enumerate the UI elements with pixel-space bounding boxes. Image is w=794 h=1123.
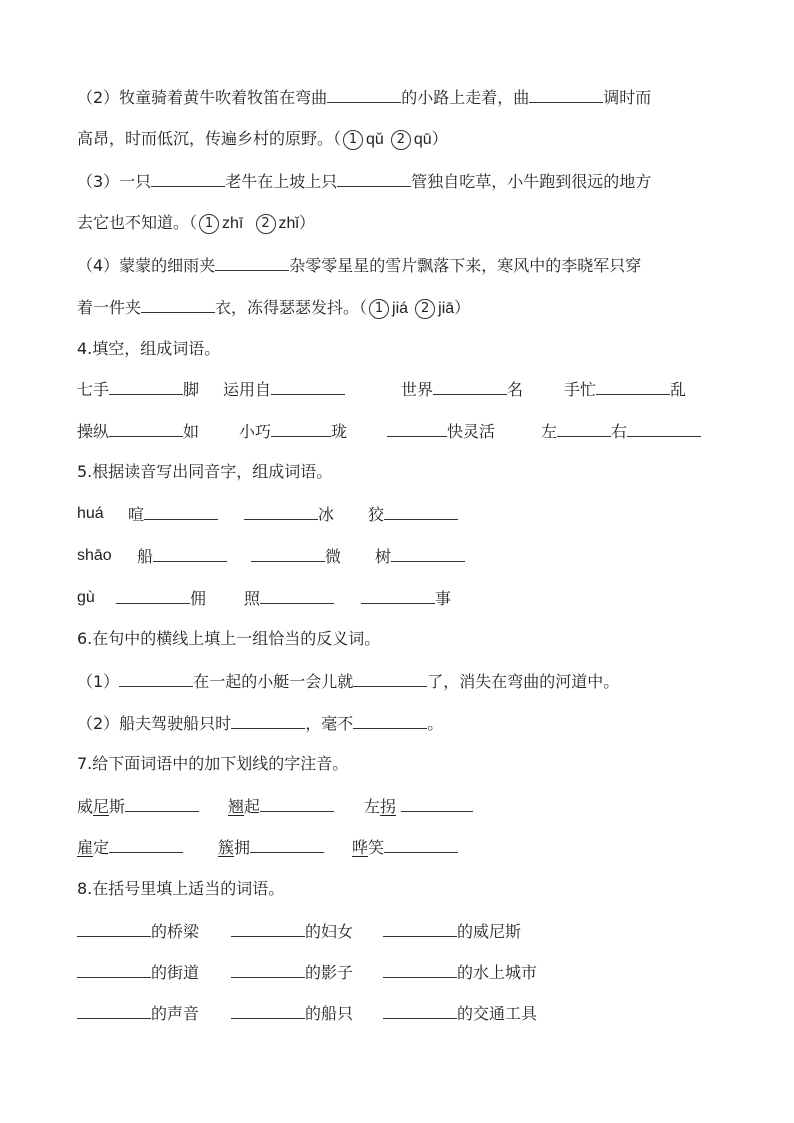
answer-blank[interactable] [250, 836, 324, 853]
answer-blank[interactable] [244, 503, 318, 520]
q3-sentence-3-line-2: 去它也不知道。（ 1 zhī 2 zhǐ） [77, 213, 315, 232]
answer-blank[interactable] [353, 670, 427, 687]
answer-blank[interactable] [251, 545, 325, 562]
answer-blank[interactable] [260, 795, 334, 812]
answer-blank[interactable] [153, 545, 227, 562]
answer-blank[interactable] [144, 503, 218, 520]
underlined-char: 拐 [380, 797, 397, 816]
answer-blank[interactable] [77, 920, 151, 937]
answer-blank[interactable] [231, 961, 305, 978]
q3-sentence-2-line-1: （2）牧童骑着黄牛吹着牧笛在弯曲 的小路上走着，曲 调时而 [77, 88, 652, 107]
q4-row-2: 操纵 如 小巧 珑 快灵活 左 右 [0, 420, 794, 442]
answer-blank[interactable] [384, 836, 458, 853]
answer-blank[interactable] [383, 1002, 457, 1019]
underlined-char: 哗 [352, 838, 369, 857]
q7-row-1: 威尼斯 翘起 左拐 [0, 795, 794, 817]
answer-blank[interactable] [77, 961, 151, 978]
answer-blank[interactable] [109, 420, 183, 437]
answer-blank[interactable] [361, 587, 435, 604]
option-circle-1: 1 [199, 214, 219, 234]
answer-blank[interactable] [327, 86, 401, 103]
q7-title: 7.给下面词语中的加下划线的字注音。 [77, 754, 349, 773]
underlined-char: 簇 [218, 838, 235, 857]
answer-blank[interactable] [271, 420, 331, 437]
q6-sentence-1: （1） 在一起的小艇一会儿就 了，消失在弯曲的河道中。 [77, 672, 620, 691]
q3-sentence-3-line-1: （3）一只 老牛在上坡上只 管独自吃草，小牛跑到很远的地方 [77, 172, 652, 191]
answer-blank[interactable] [433, 378, 507, 395]
answer-blank[interactable] [109, 836, 183, 853]
answer-blank[interactable] [260, 587, 334, 604]
answer-blank[interactable] [116, 587, 190, 604]
underlined-char: 翘 [228, 797, 245, 816]
answer-blank[interactable] [353, 712, 427, 729]
option-circle-2: 2 [256, 214, 276, 234]
answer-blank[interactable] [387, 420, 447, 437]
q4-row-1: 七手 脚 运用自 世界 名 手忙 乱 [77, 380, 687, 399]
underlined-char: 尼 [93, 797, 110, 816]
answer-blank[interactable] [141, 296, 215, 313]
option-circle-1: 1 [369, 299, 389, 319]
answer-blank[interactable] [391, 545, 465, 562]
answer-blank[interactable] [77, 1002, 151, 1019]
option-circle-2: 2 [415, 299, 435, 319]
answer-blank[interactable] [109, 378, 183, 395]
q4-title: 4.填空，组成词语。 [77, 339, 221, 358]
q8-row-3: 的声音 的船只 的交通工具 [0, 1002, 794, 1024]
q3-sentence-4-line-1: （4）蒙蒙的细雨夹 杂零零星星的雪片飘落下来，寒风中的李晓军只穿 [77, 256, 642, 275]
answer-blank[interactable] [271, 378, 345, 395]
answer-blank[interactable] [383, 961, 457, 978]
answer-blank[interactable] [151, 170, 225, 187]
answer-blank[interactable] [231, 712, 305, 729]
answer-blank[interactable] [529, 86, 603, 103]
answer-blank[interactable] [384, 503, 458, 520]
q7-row-2: 雇定 簇拥 哗笑 [0, 836, 794, 858]
q5-title: 5.根据读音写出同音字，组成词语。 [77, 462, 333, 481]
underlined-char: 雇 [77, 838, 94, 857]
answer-blank[interactable] [231, 1002, 305, 1019]
answer-blank[interactable] [401, 795, 473, 812]
answer-blank[interactable] [125, 795, 199, 812]
answer-blank[interactable] [627, 420, 701, 437]
answer-blank[interactable] [119, 670, 193, 687]
answer-blank[interactable] [215, 254, 289, 271]
q5-row-1: huá 喧 冰 狡 [0, 503, 794, 525]
q5-row-2: shāo 船 微 树 [0, 545, 794, 567]
answer-blank[interactable] [231, 920, 305, 937]
q3-sentence-4-line-2: 着一件夹 衣，冻得瑟瑟发抖。（ 1 jiá 2 jiā） [77, 298, 471, 317]
q6-title: 6.在句中的横线上填上一组恰当的反义词。 [77, 629, 381, 648]
q8-row-2: 的街道 的影子 的水上城市 [0, 961, 794, 983]
answer-blank[interactable] [557, 420, 611, 437]
option-circle-2: 2 [391, 130, 411, 150]
q8-row-1: 的桥梁 的妇女 的威尼斯 [0, 920, 794, 942]
q6-sentence-2: （2）船夫驾驶船只时 ，毫不 。 [77, 714, 444, 733]
answer-blank[interactable] [383, 920, 457, 937]
answer-blank[interactable] [337, 170, 411, 187]
q8-title: 8.在括号里填上适当的词语。 [77, 879, 285, 898]
answer-blank[interactable] [596, 378, 670, 395]
option-circle-1: 1 [343, 130, 363, 150]
q5-row-3: gù 佣 照 事 [77, 589, 452, 608]
q3-sentence-2-line-2: 高昂，时而低沉，传遍乡村的原野。（ 1 qǔ 2 qū） [77, 129, 448, 148]
